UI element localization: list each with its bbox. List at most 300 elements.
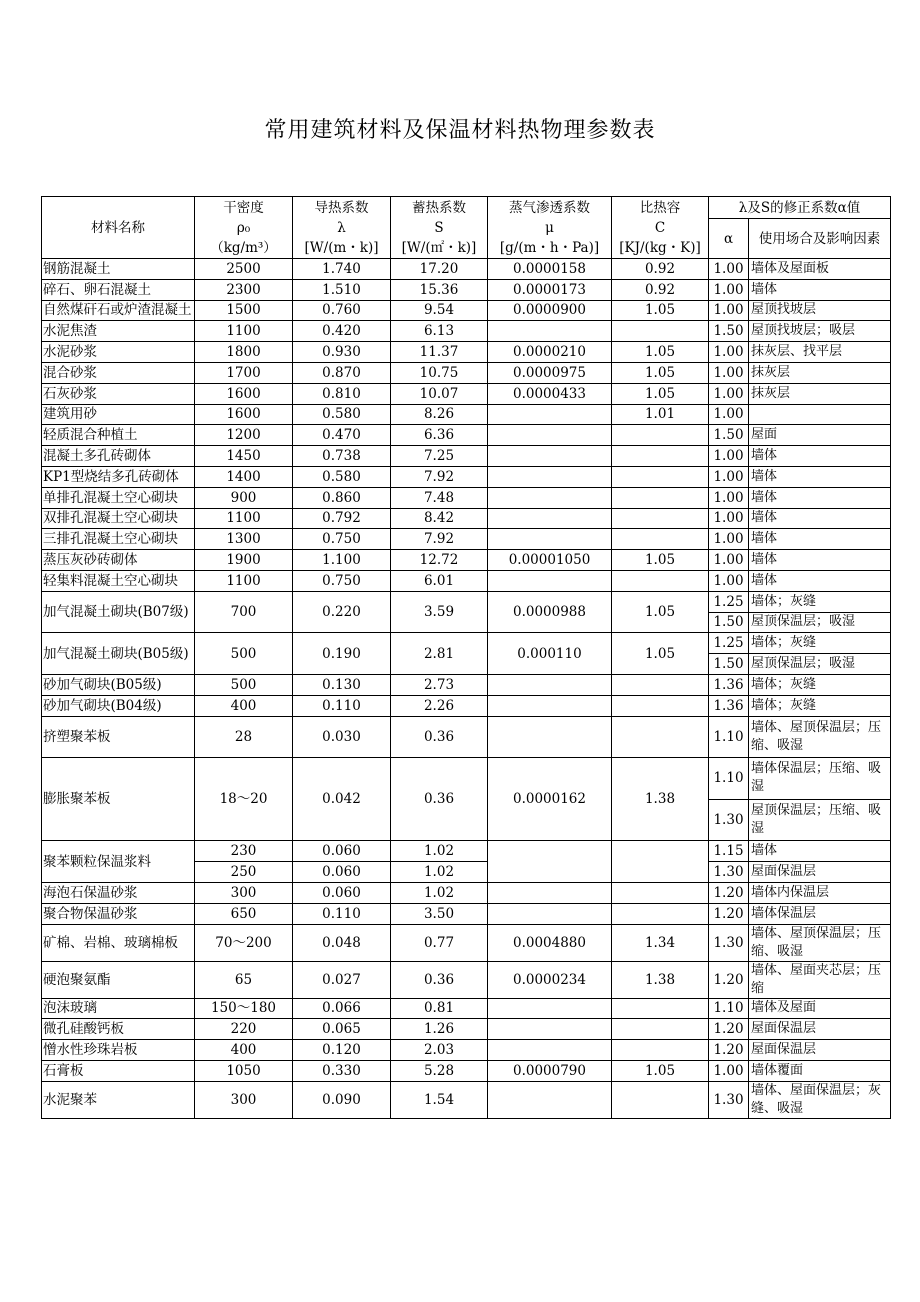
storage-value: 0.77 — [391, 924, 488, 961]
alpha-value: 1.00 — [709, 529, 749, 550]
table-row — [42, 425, 891, 446]
material-name: 石灰砂浆 — [42, 383, 195, 404]
material-name: 加气混凝土砌块(B07级) — [42, 591, 195, 633]
conductivity-value: 0.060 — [293, 882, 391, 903]
usage-text: 墙体；灰缝 — [749, 633, 891, 654]
conductivity-value: 0.750 — [293, 570, 391, 591]
alpha-value: 1.30 — [709, 862, 749, 883]
heat-capacity-value — [612, 1081, 709, 1118]
vapor-value: 0.0000900 — [488, 300, 612, 321]
heat-capacity-value — [612, 674, 709, 695]
table-row — [42, 508, 891, 529]
vapor-value: 0.0000173 — [488, 279, 612, 300]
alpha-value: 1.10 — [709, 758, 749, 800]
density-value: 1600 — [195, 404, 293, 425]
material-name: 聚苯颗粒保温浆料 — [42, 841, 195, 883]
header-vapor: 蒸气渗透系数 μ [g/(m・h・Pa)] — [488, 197, 612, 259]
heat-capacity-value — [612, 998, 709, 1019]
storage-value: 7.92 — [391, 466, 488, 487]
usage-text: 屋面 — [749, 425, 891, 446]
vapor-value: 0.0000162 — [488, 758, 612, 841]
conductivity-value: 0.420 — [293, 321, 391, 342]
header-usage: 使用场合及影响因素 — [749, 219, 891, 259]
heat-capacity-value — [612, 1040, 709, 1061]
header-correction: λ及S的修正系数α值 — [709, 197, 891, 219]
table-row — [42, 487, 891, 508]
storage-value: 1.02 — [391, 841, 488, 862]
table-row — [42, 841, 891, 862]
vapor-value — [488, 466, 612, 487]
alpha-value: 1.00 — [709, 362, 749, 383]
storage-value: 9.54 — [391, 300, 488, 321]
storage-value: 2.81 — [391, 633, 488, 675]
heat-capacity-value — [612, 425, 709, 446]
vapor-value — [488, 446, 612, 467]
usage-text: 墙体、屋顶保温层；压缩、吸湿 — [749, 924, 891, 961]
density-value: 1400 — [195, 466, 293, 487]
alpha-value: 1.20 — [709, 903, 749, 924]
alpha-value: 1.20 — [709, 961, 749, 998]
vapor-value: 0.0000234 — [488, 961, 612, 998]
conductivity-value: 0.090 — [293, 1081, 391, 1118]
heat-capacity-value — [612, 466, 709, 487]
usage-text — [749, 404, 891, 425]
storage-value: 0.36 — [391, 961, 488, 998]
usage-text: 墙体及屋面 — [749, 998, 891, 1019]
table-row — [42, 383, 891, 404]
heat-capacity-value: 1.05 — [612, 633, 709, 675]
table-row — [42, 882, 891, 903]
storage-value: 15.36 — [391, 279, 488, 300]
conductivity-value: 0.792 — [293, 508, 391, 529]
density-value: 400 — [195, 1040, 293, 1061]
density-value: 900 — [195, 487, 293, 508]
material-name: 石膏板 — [42, 1060, 195, 1081]
density-value: 1700 — [195, 362, 293, 383]
vapor-value: 0.0000210 — [488, 342, 612, 363]
vapor-value — [488, 321, 612, 342]
heat-capacity-value: 1.05 — [612, 550, 709, 571]
density-value: 220 — [195, 1019, 293, 1040]
heat-capacity-value — [612, 695, 709, 716]
density-value: 1600 — [195, 383, 293, 404]
vapor-value — [488, 998, 612, 1019]
usage-text: 墙体；灰缝 — [749, 674, 891, 695]
alpha-value: 1.50 — [709, 654, 749, 675]
material-name: 海泡石保温砂浆 — [42, 882, 195, 903]
conductivity-value: 0.750 — [293, 529, 391, 550]
material-name: 混凝土多孔砖砌体 — [42, 446, 195, 467]
storage-value: 3.59 — [391, 591, 488, 633]
storage-value: 1.54 — [391, 1081, 488, 1118]
conductivity-value: 0.048 — [293, 924, 391, 961]
density-value: 1900 — [195, 550, 293, 571]
vapor-value: 0.0000158 — [488, 259, 612, 280]
usage-text: 墙体 — [749, 487, 891, 508]
table-row — [42, 446, 891, 467]
vapor-value: 0.0000433 — [488, 383, 612, 404]
material-name: 水泥焦渣 — [42, 321, 195, 342]
alpha-value: 1.30 — [709, 799, 749, 841]
vapor-value — [488, 882, 612, 903]
density-value: 300 — [195, 1081, 293, 1118]
heat-capacity-value: 1.05 — [612, 362, 709, 383]
alpha-value: 1.30 — [709, 924, 749, 961]
conductivity-value: 0.110 — [293, 695, 391, 716]
usage-text: 墙体、屋顶保温层；压缩、吸湿 — [749, 716, 891, 758]
table-row — [42, 466, 891, 487]
table-row — [42, 259, 891, 280]
vapor-value — [488, 529, 612, 550]
heat-capacity-value: 0.92 — [612, 279, 709, 300]
conductivity-value: 1.740 — [293, 259, 391, 280]
storage-value: 6.36 — [391, 425, 488, 446]
alpha-value: 1.00 — [709, 300, 749, 321]
alpha-value: 1.00 — [709, 570, 749, 591]
density-value: 2500 — [195, 259, 293, 280]
usage-text: 屋顶找坡层；吸层 — [749, 321, 891, 342]
material-name: 矿棉、岩棉、玻璃棉板 — [42, 924, 195, 961]
storage-value: 2.73 — [391, 674, 488, 695]
material-name: 建筑用砂 — [42, 404, 195, 425]
usage-text: 墙体、屋面保温层；灰缝、吸湿 — [749, 1081, 891, 1118]
usage-text: 屋面保温层 — [749, 1019, 891, 1040]
heat-capacity-value: 1.01 — [612, 404, 709, 425]
usage-text: 屋顶找坡层 — [749, 300, 891, 321]
usage-text: 墙体 — [749, 279, 891, 300]
alpha-value: 1.00 — [709, 383, 749, 404]
usage-text: 屋面保温层 — [749, 862, 891, 883]
table-row — [42, 570, 891, 591]
alpha-value: 1.10 — [709, 998, 749, 1019]
alpha-value: 1.00 — [709, 466, 749, 487]
conductivity-value: 0.220 — [293, 591, 391, 633]
density-value: 65 — [195, 961, 293, 998]
material-name: KP1型烧结多孔砖砌体 — [42, 466, 195, 487]
material-name: 钢筋混凝土 — [42, 259, 195, 280]
vapor-value — [488, 1019, 612, 1040]
storage-value: 8.42 — [391, 508, 488, 529]
vapor-value: 0.0000988 — [488, 591, 612, 633]
density-value: 1500 — [195, 300, 293, 321]
heat-capacity-value — [612, 903, 709, 924]
conductivity-value: 0.120 — [293, 1040, 391, 1061]
table-row — [42, 903, 891, 924]
vapor-value: 0.00001050 — [488, 550, 612, 571]
table-row — [42, 716, 891, 758]
density-value: 28 — [195, 716, 293, 758]
usage-text: 抹灰层、找平层 — [749, 342, 891, 363]
alpha-value: 1.00 — [709, 487, 749, 508]
density-value: 1200 — [195, 425, 293, 446]
heat-capacity-value: 1.05 — [612, 591, 709, 633]
usage-text: 墙体 — [749, 466, 891, 487]
usage-text: 墙体及屋面板 — [749, 259, 891, 280]
usage-text: 抹灰层 — [749, 362, 891, 383]
storage-value: 17.20 — [391, 259, 488, 280]
material-name: 自然煤矸石或炉渣混凝土 — [42, 300, 195, 321]
conductivity-value: 0.060 — [293, 841, 391, 862]
header-conductivity: 导热系数 λ [W/(m・k)] — [293, 197, 391, 259]
table-row — [42, 529, 891, 550]
conductivity-value: 0.580 — [293, 404, 391, 425]
alpha-value: 1.00 — [709, 279, 749, 300]
usage-text: 屋顶保温层；吸湿 — [749, 654, 891, 675]
alpha-value: 1.50 — [709, 321, 749, 342]
heat-capacity-value — [612, 508, 709, 529]
density-value: 400 — [195, 695, 293, 716]
header-storage: 蓄热系数 S [W/(㎡・k)] — [391, 197, 488, 259]
alpha-value: 1.36 — [709, 695, 749, 716]
conductivity-value: 0.470 — [293, 425, 391, 446]
conductivity-value: 0.930 — [293, 342, 391, 363]
conductivity-value: 0.860 — [293, 487, 391, 508]
material-name: 砂加气砌块(B04级) — [42, 695, 195, 716]
header-alpha: α — [709, 219, 749, 259]
material-name: 轻集料混凝土空心砌块 — [42, 570, 195, 591]
storage-value: 6.01 — [391, 570, 488, 591]
table-row — [42, 1040, 891, 1061]
vapor-value — [488, 425, 612, 446]
storage-value: 6.13 — [391, 321, 488, 342]
table-row — [42, 279, 891, 300]
vapor-value — [488, 570, 612, 591]
usage-text: 屋顶保温层；吸湿 — [749, 612, 891, 633]
heat-capacity-value: 0.92 — [612, 259, 709, 280]
storage-value: 0.36 — [391, 716, 488, 758]
storage-value: 7.92 — [391, 529, 488, 550]
heat-capacity-value: 1.05 — [612, 342, 709, 363]
alpha-value: 1.00 — [709, 508, 749, 529]
table-row — [42, 1019, 891, 1040]
material-name: 三排孔混凝土空心砌块 — [42, 529, 195, 550]
usage-text: 墙体保温层 — [749, 903, 891, 924]
usage-text: 墙体 — [749, 508, 891, 529]
table-row — [42, 674, 891, 695]
table-row — [42, 695, 891, 716]
storage-value: 1.02 — [391, 882, 488, 903]
density-value: 1450 — [195, 446, 293, 467]
material-name: 混合砂浆 — [42, 362, 195, 383]
heat-capacity-value: 1.05 — [612, 383, 709, 404]
conductivity-value: 0.042 — [293, 758, 391, 841]
thermal-parameters-table — [41, 196, 891, 1119]
table-row — [42, 758, 891, 800]
table-row — [42, 404, 891, 425]
storage-value: 3.50 — [391, 903, 488, 924]
vapor-value: 0.0000975 — [488, 362, 612, 383]
table-row — [42, 1060, 891, 1081]
vapor-value — [488, 1040, 612, 1061]
heat-capacity-value: 1.05 — [612, 1060, 709, 1081]
conductivity-value: 0.065 — [293, 1019, 391, 1040]
table-row — [42, 633, 891, 654]
heat-capacity-value — [612, 529, 709, 550]
conductivity-value: 1.510 — [293, 279, 391, 300]
usage-text: 屋面保温层 — [749, 1040, 891, 1061]
usage-text: 抹灰层 — [749, 383, 891, 404]
usage-text: 墙体；灰缝 — [749, 695, 891, 716]
conductivity-value: 0.060 — [293, 862, 391, 883]
alpha-value: 1.50 — [709, 612, 749, 633]
alpha-value: 1.00 — [709, 446, 749, 467]
conductivity-value: 0.810 — [293, 383, 391, 404]
table-row — [42, 300, 891, 321]
storage-value: 12.72 — [391, 550, 488, 571]
heat-capacity-value — [612, 716, 709, 758]
storage-value: 1.26 — [391, 1019, 488, 1040]
alpha-value: 1.00 — [709, 550, 749, 571]
page-title: 常用建筑材料及保温材料热物理参数表 — [264, 118, 656, 143]
usage-text: 墙体 — [749, 550, 891, 571]
table-row — [42, 342, 891, 363]
material-name: 砂加气砌块(B05级) — [42, 674, 195, 695]
header-material: 材料名称 — [42, 197, 195, 259]
conductivity-value: 0.580 — [293, 466, 391, 487]
usage-text: 墙体 — [749, 529, 891, 550]
alpha-value: 1.25 — [709, 633, 749, 654]
vapor-value: 0.0004880 — [488, 924, 612, 961]
density-value: 1100 — [195, 508, 293, 529]
storage-value: 2.26 — [391, 695, 488, 716]
material-name: 泡沫玻璃 — [42, 998, 195, 1019]
storage-value: 8.26 — [391, 404, 488, 425]
alpha-value: 1.30 — [709, 1081, 749, 1118]
conductivity-value: 1.100 — [293, 550, 391, 571]
material-name: 硬泡聚氨酯 — [42, 961, 195, 998]
density-value: 1100 — [195, 570, 293, 591]
vapor-value — [488, 404, 612, 425]
vapor-value — [488, 508, 612, 529]
density-value: 250 — [195, 862, 293, 883]
conductivity-value: 0.027 — [293, 961, 391, 998]
storage-value: 1.02 — [391, 862, 488, 883]
density-value: 70～200 — [195, 924, 293, 961]
usage-text: 墙体 — [749, 841, 891, 862]
conductivity-value: 0.330 — [293, 1060, 391, 1081]
table-row — [42, 1081, 891, 1118]
heat-capacity-value — [612, 841, 709, 883]
table-row — [42, 362, 891, 383]
storage-value: 0.81 — [391, 998, 488, 1019]
storage-value: 2.03 — [391, 1040, 488, 1061]
heat-capacity-value — [612, 882, 709, 903]
material-name: 膨胀聚苯板 — [42, 758, 195, 841]
vapor-value — [488, 487, 612, 508]
alpha-value: 1.10 — [709, 716, 749, 758]
table-row — [42, 591, 891, 612]
density-value: 1800 — [195, 342, 293, 363]
alpha-value: 1.00 — [709, 404, 749, 425]
heat-capacity-value: 1.38 — [612, 758, 709, 841]
heat-capacity-value — [612, 570, 709, 591]
header-density: 干密度 ρ₀ （kg/m³） — [195, 197, 293, 259]
heat-capacity-value — [612, 487, 709, 508]
conductivity-value: 0.066 — [293, 998, 391, 1019]
density-value: 1050 — [195, 1060, 293, 1081]
conductivity-value: 0.030 — [293, 716, 391, 758]
density-value: 500 — [195, 633, 293, 675]
conductivity-value: 0.110 — [293, 903, 391, 924]
density-value: 500 — [195, 674, 293, 695]
table-row — [42, 998, 891, 1019]
vapor-value — [488, 674, 612, 695]
alpha-value: 1.20 — [709, 1040, 749, 1061]
density-value: 1100 — [195, 321, 293, 342]
heat-capacity-value — [612, 1019, 709, 1040]
alpha-value: 1.20 — [709, 882, 749, 903]
material-name: 挤塑聚苯板 — [42, 716, 195, 758]
heat-capacity-value: 1.38 — [612, 961, 709, 998]
alpha-value: 1.50 — [709, 425, 749, 446]
material-name: 微孔硅酸钙板 — [42, 1019, 195, 1040]
alpha-value: 1.20 — [709, 1019, 749, 1040]
alpha-value: 1.00 — [709, 259, 749, 280]
vapor-value: 0.000110 — [488, 633, 612, 675]
material-name: 憎水性珍珠岩板 — [42, 1040, 195, 1061]
alpha-value: 1.00 — [709, 342, 749, 363]
storage-value: 0.36 — [391, 758, 488, 841]
storage-value: 11.37 — [391, 342, 488, 363]
heat-capacity-value — [612, 321, 709, 342]
material-name: 水泥聚苯 — [42, 1081, 195, 1118]
alpha-value: 1.25 — [709, 591, 749, 612]
alpha-value: 1.00 — [709, 1060, 749, 1081]
table-row — [42, 924, 891, 961]
material-name: 加气混凝土砌块(B05级) — [42, 633, 195, 675]
alpha-value: 1.15 — [709, 841, 749, 862]
usage-text: 墙体覆面 — [749, 1060, 891, 1081]
conductivity-value: 0.130 — [293, 674, 391, 695]
vapor-value — [488, 903, 612, 924]
usage-text: 墙体 — [749, 446, 891, 467]
conductivity-value: 0.738 — [293, 446, 391, 467]
vapor-value — [488, 716, 612, 758]
material-name: 双排孔混凝土空心砌块 — [42, 508, 195, 529]
density-value: 150～180 — [195, 998, 293, 1019]
usage-text: 屋顶保温层；压缩、吸湿 — [749, 799, 891, 841]
usage-text: 墙体、屋面夹芯层；压缩 — [749, 961, 891, 998]
table-row — [42, 321, 891, 342]
density-value: 2300 — [195, 279, 293, 300]
material-name: 单排孔混凝土空心砌块 — [42, 487, 195, 508]
density-value: 700 — [195, 591, 293, 633]
material-name: 水泥砂浆 — [42, 342, 195, 363]
heat-capacity-value — [612, 446, 709, 467]
storage-value: 5.28 — [391, 1060, 488, 1081]
material-name: 蒸压灰砂砖砌体 — [42, 550, 195, 571]
heat-capacity-value: 1.34 — [612, 924, 709, 961]
storage-value: 7.25 — [391, 446, 488, 467]
vapor-value — [488, 695, 612, 716]
table-row — [42, 550, 891, 571]
material-name: 轻质混合种植土 — [42, 425, 195, 446]
header-heat-capacity: 比热容 C [KJ/(kg・K)] — [612, 197, 709, 259]
usage-text: 墙体保温层；压缩、吸湿 — [749, 758, 891, 800]
usage-text: 墙体内保温层 — [749, 882, 891, 903]
material-name: 聚合物保温砂浆 — [42, 903, 195, 924]
alpha-value: 1.36 — [709, 674, 749, 695]
storage-value: 10.07 — [391, 383, 488, 404]
conductivity-value: 0.760 — [293, 300, 391, 321]
vapor-value — [488, 1081, 612, 1118]
density-value: 18～20 — [195, 758, 293, 841]
density-value: 1300 — [195, 529, 293, 550]
storage-value: 7.48 — [391, 487, 488, 508]
vapor-value: 0.0000790 — [488, 1060, 612, 1081]
density-value: 300 — [195, 882, 293, 903]
usage-text: 墙体 — [749, 570, 891, 591]
